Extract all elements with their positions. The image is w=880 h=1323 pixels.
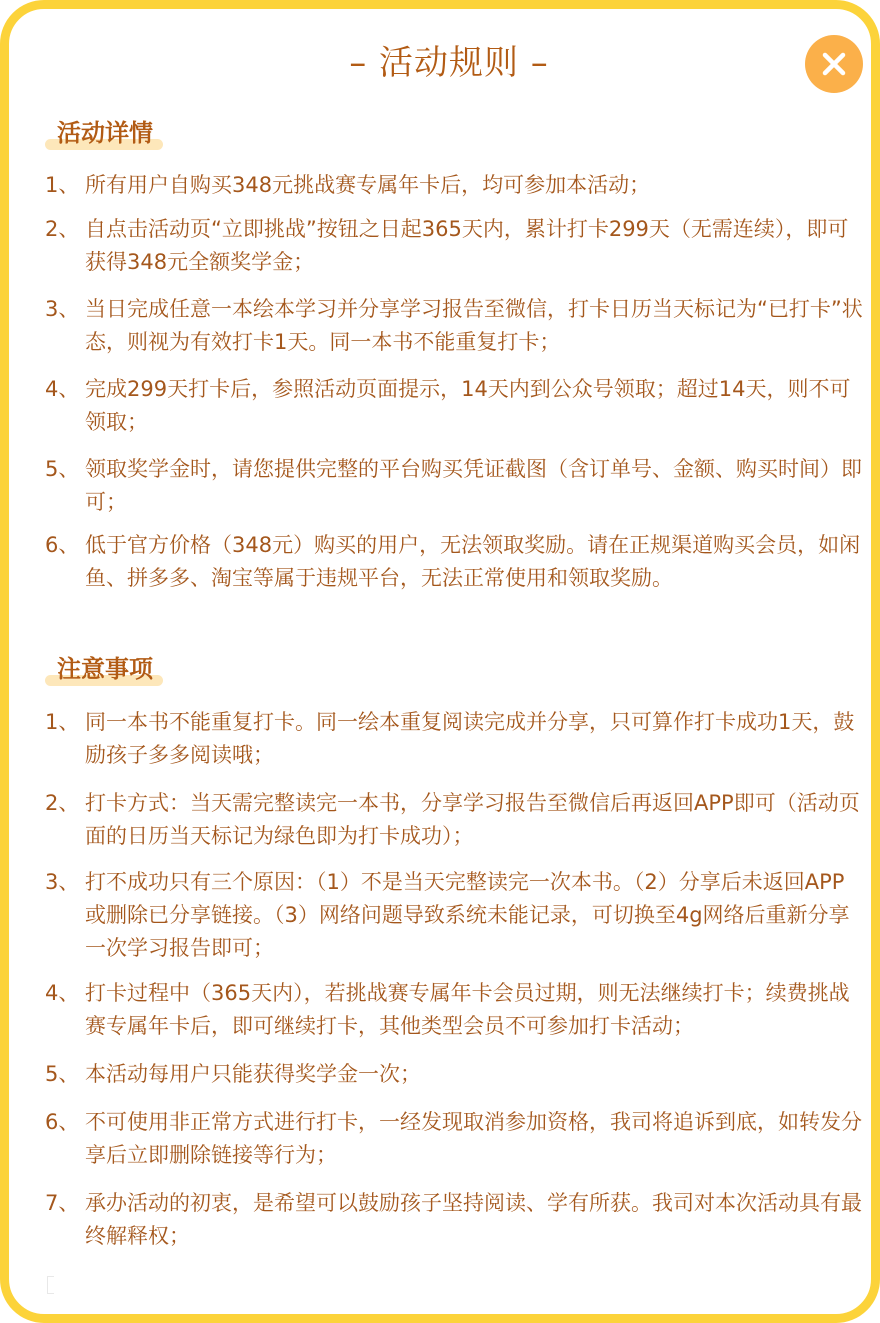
rule-text: 领取奖学金时，请您提供完整的平台购买凭证截图（含订单号、金额、购买时间）即可； xyxy=(85,457,862,514)
rule-number: 6、 xyxy=(45,1110,80,1134)
rule-item xyxy=(45,1187,865,1253)
rule-text: 所有用户自购买348元挑战赛专属年卡后，均可参加本活动； xyxy=(85,173,651,197)
text-caret xyxy=(47,1276,54,1294)
rule-item xyxy=(45,1058,865,1091)
rule-number: 5、 xyxy=(45,457,80,481)
rule-text: 不可使用非正常方式进行打卡，一经发现取消参加资格，我司将追诉到底，如转发分享后立即删除链接等行为； xyxy=(85,1110,862,1167)
rule-text: 打卡方式：当天需完整读完一本书，分享学习报告至微信后再返回APP即可（活动页面的日历当天标记为绿色即为打卡成功）； xyxy=(85,791,860,848)
rule-item xyxy=(45,529,865,595)
rule-item xyxy=(45,169,865,202)
rule-number: 2、 xyxy=(45,791,80,815)
rule-item xyxy=(45,453,865,519)
rule-text: 打不成功只有三个原因：（1）不是当天完整读完一次本书。（2）分享后未返回APP或删除已分享链接。（3）网络问题导致系统未能记录，可切换至4g网络后重新分享一次学习报告即可； xyxy=(85,870,850,960)
dialog-title: – 活动规则 – xyxy=(349,43,549,83)
rule-number: 6、 xyxy=(45,533,80,557)
rule-item xyxy=(45,706,865,772)
rule-number: 1、 xyxy=(45,173,80,197)
rule-text: 低于官方价格（348元）购买的用户，无法领取奖励。请在正规渠道购买会员，如闲鱼、拼多多、淘宝等属于违规平台，无法正常使用和领取奖励。 xyxy=(85,533,861,590)
section-heading-notes xyxy=(55,652,155,686)
rule-number: 7、 xyxy=(45,1191,80,1215)
section-heading-label: 注意事项 xyxy=(57,655,153,683)
rule-number: 3、 xyxy=(45,870,80,894)
rule-number: 4、 xyxy=(45,981,80,1005)
rule-text: 自点击活动页“立即挑战”按钮之日起365天内，累计打卡299天（无需连续），即可获得348元全额奖学金； xyxy=(85,217,849,274)
rule-item xyxy=(45,977,865,1043)
rule-item xyxy=(45,787,865,853)
close-icon xyxy=(821,51,847,77)
rule-item xyxy=(45,293,865,359)
rule-text: 同一本书不能重复打卡。同一绘本重复阅读完成并分享，只可算作打卡成功1天，鼓励孩子多多阅读哦； xyxy=(85,710,855,767)
rule-text: 完成299天打卡后，参照活动页面提示，14天内到公众号领取；超过14天，则不可领取； xyxy=(85,377,851,434)
rule-text: 承办活动的初衷，是希望可以鼓励孩子坚持阅读、学有所获。我司对本次活动具有最终解释权； xyxy=(85,1191,862,1248)
close-button[interactable] xyxy=(805,35,863,93)
rule-number: 4、 xyxy=(45,377,80,401)
rule-item xyxy=(45,1106,865,1172)
rule-number: 3、 xyxy=(45,297,80,321)
rule-item xyxy=(45,213,865,279)
rule-text: 本活动每用户只能获得奖学金一次； xyxy=(85,1062,421,1086)
rule-item xyxy=(45,373,865,439)
rule-item xyxy=(45,866,865,965)
rule-text: 打卡过程中（365天内），若挑战赛专属年卡会员过期，则无法继续打卡；续费挑战赛专属年卡后，即可继续打卡，其他类型会员不可参加打卡活动； xyxy=(85,981,850,1038)
rule-number: 1、 xyxy=(45,710,80,734)
rule-text: 当日完成任意一本绘本学习并分享学习报告至微信，打卡日历当天标记为“已打卡”状态，则视为有效打卡1天。同一本书不能重复打卡； xyxy=(85,297,863,354)
section-heading-label: 活动详情 xyxy=(57,119,153,147)
section-heading-details xyxy=(55,116,155,150)
rule-number: 5、 xyxy=(45,1062,80,1086)
rule-number: 2、 xyxy=(45,217,80,241)
